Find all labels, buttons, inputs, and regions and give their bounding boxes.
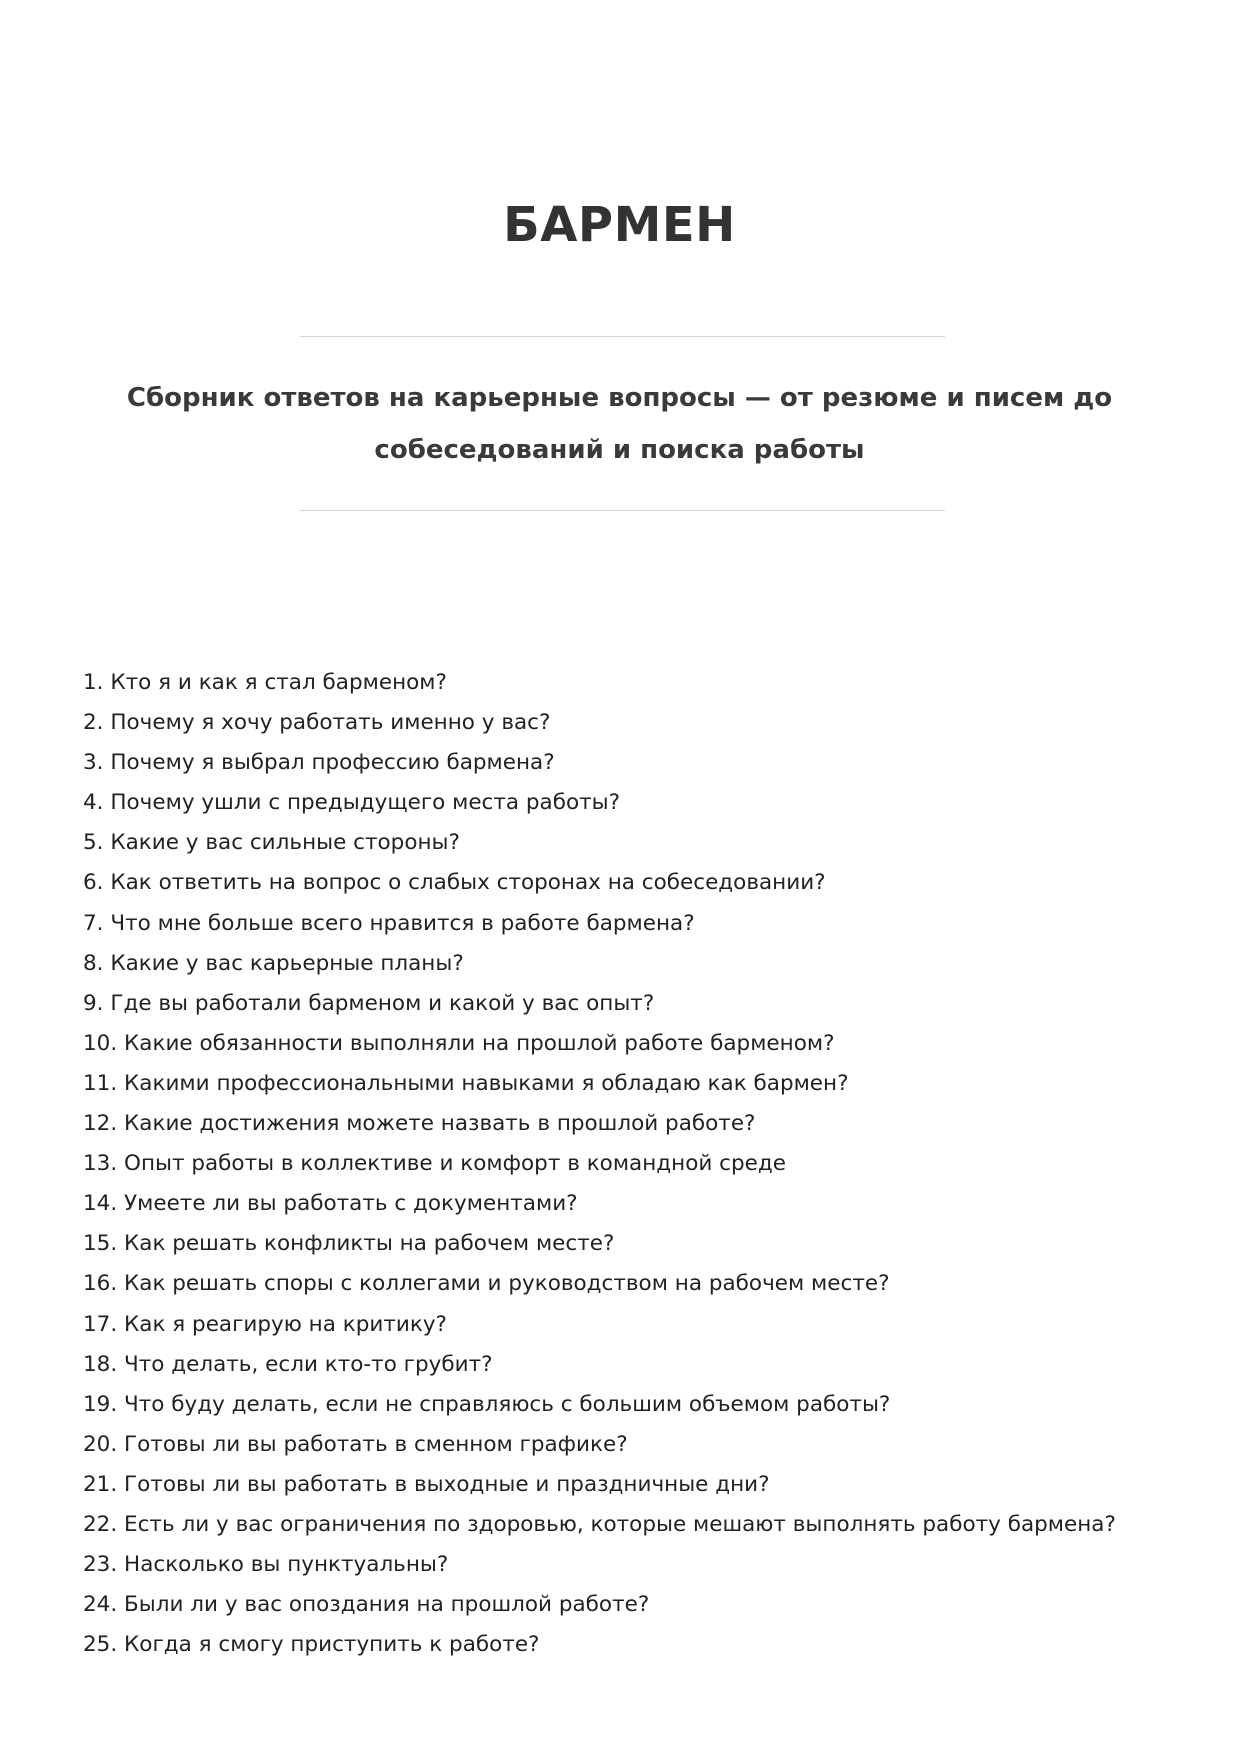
question-item: 6. Как ответить на вопрос о слабых сторонах на собеседовании? <box>83 870 826 896</box>
question-item: 15. Как решать конфликты на рабочем месте? <box>83 1231 615 1257</box>
question-item: 9. Где вы работали барменом и какой у вас опыт? <box>83 990 655 1016</box>
question-item: 14. Умеете ли вы работать с документами? <box>83 1191 578 1217</box>
question-item: 8. Какие у вас карьерные планы? <box>83 950 464 976</box>
question-item: 19. Что буду делать, если не справляюсь с большим объемом работы? <box>83 1391 891 1417</box>
question-item: 7. Что мне больше всего нравится в работе бармена? <box>83 910 695 936</box>
question-item: 2. Почему я хочу работать именно у вас? <box>83 710 551 736</box>
question-item: 5. Какие у вас сильные стороны? <box>83 830 460 856</box>
question-item: 10. Какие обязанности выполняли на прошлой работе барменом? <box>83 1030 835 1056</box>
question-item: 16. Как решать споры с коллегами и руководством на рабочем месте? <box>83 1271 890 1297</box>
question-item: 25. Когда я смогу приступить к работе? <box>83 1632 540 1658</box>
question-item: 11. Какими профессиональными навыками я обладаю как бармен? <box>83 1070 849 1096</box>
question-item: 23. Насколько вы пунктуальны? <box>83 1552 449 1578</box>
question-item: 22. Есть ли у вас ограничения по здоровью, которые мешают выполнять работу бармена? <box>83 1511 1116 1537</box>
question-item: 13. Опыт работы в коллективе и комфорт в командной среде <box>83 1151 786 1177</box>
question-item: 1. Кто я и как я стал барменом? <box>83 670 447 695</box>
divider-top <box>300 336 945 337</box>
divider-bottom <box>300 510 945 511</box>
document-subtitle: Сборник ответов на карьерные вопросы — от резюме и писем до собеседований и поиска работы <box>126 383 1113 465</box>
question-item: 3. Почему я выбрал профессию бармена? <box>83 750 555 776</box>
question-item: 17. Как я реагирую на критику? <box>83 1311 447 1337</box>
question-item: 18. Что делать, если кто-то грубит? <box>83 1351 493 1377</box>
document-title: БАРМЕН <box>503 197 736 253</box>
question-item: 4. Почему ушли с предыдущего места работы? <box>83 790 621 816</box>
question-item: 12. Какие достижения можете назвать в прошлой работе? <box>83 1111 756 1137</box>
questions-list <box>83 663 1116 1665</box>
question-item: 20. Готовы ли вы работать в сменном графике? <box>83 1431 628 1457</box>
question-item: 21. Готовы ли вы работать в выходные и праздничные дни? <box>83 1471 770 1497</box>
question-item: 24. Были ли у вас опоздания на прошлой работе? <box>83 1592 650 1618</box>
